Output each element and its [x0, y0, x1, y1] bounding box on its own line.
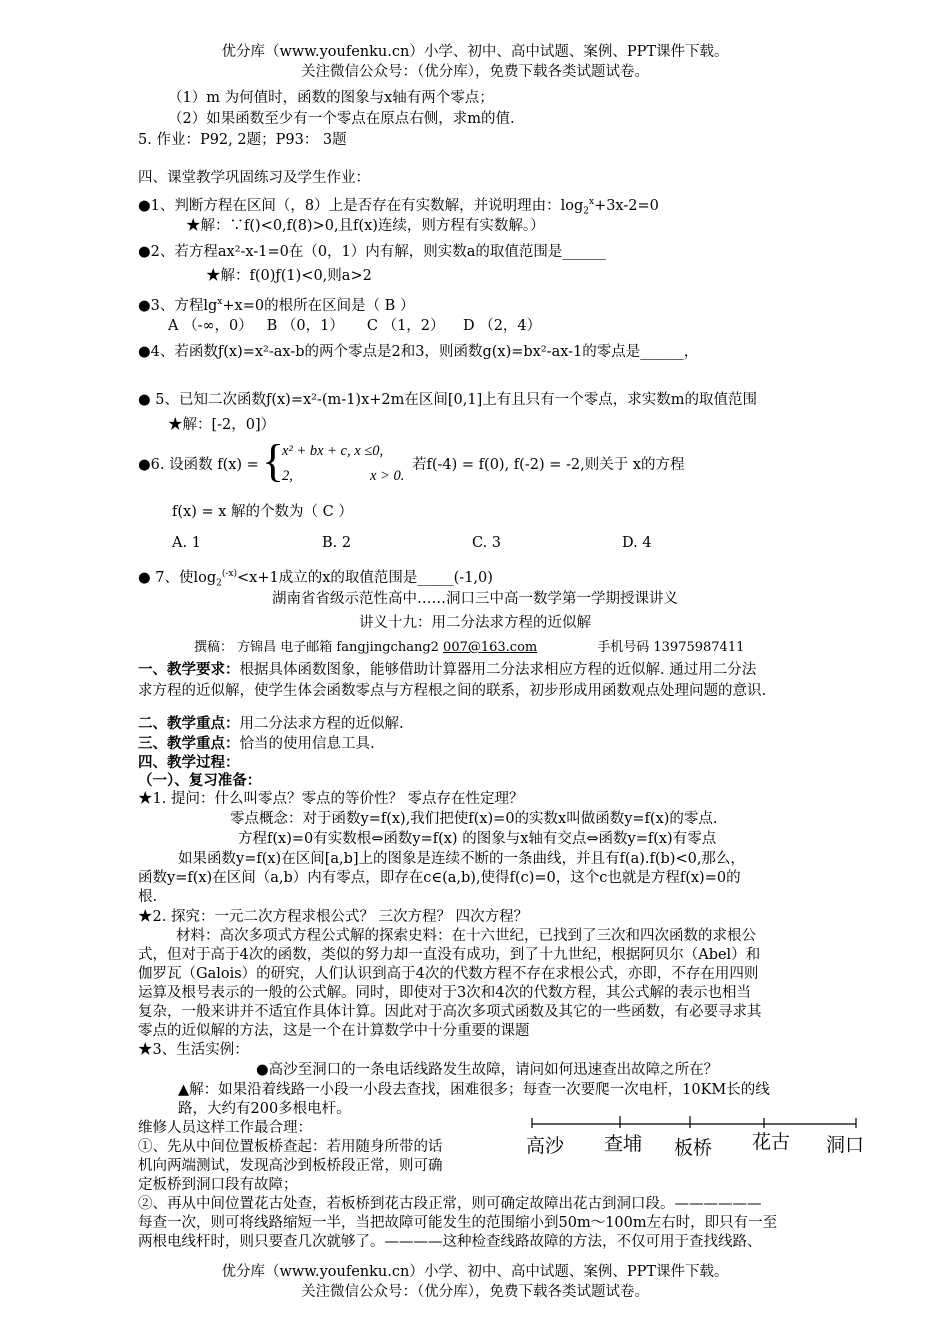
- practice-answer-5: ★解：[-2，0]）: [168, 417, 276, 433]
- step-1: ★1. 提问：什么叫零点？零点的等价性？ 零点存在性定理？: [138, 791, 524, 807]
- step-2: ★2. 探究：一元二次方程求根公式？ 三次方程？ 四次方程？: [138, 909, 529, 925]
- requirements-cont: 求方程的近似解，使学生体会函数零点与方程根之间的联系，初步形成用函数观点处理问题的意识.: [138, 683, 767, 699]
- label-gaosha: 高沙: [526, 1135, 565, 1157]
- question-2: （2）如果函数至少有一个零点在原点右侧，求m的值.: [168, 111, 515, 127]
- step-1-theorem-3: 根.: [138, 889, 158, 905]
- lecture-title-1: 湖南省省级示范性高中……洞口三中高一数学第一学期授课讲义: [272, 591, 678, 607]
- label-chapu: 查埔: [604, 1133, 643, 1155]
- step-2-para-1: 材料：高次多项式方程公式解的探索史料：在十六世纪，已找到了三次和四次函数的求根公: [176, 928, 756, 944]
- author-line: 撰稿： 方锦昌 电子邮箱 fangjingchang2 007@163.com 手机号码 13975987411: [194, 640, 745, 655]
- practice-item-4: ●4、若函数ƒ(x)=x²-ax-b的两个零点是2和3，则函数g(x)=bx²-ax-1的零点是______，: [138, 344, 699, 360]
- step-3-answer-1: ▲解：如果沿着线路一小段一小段去查找，困难很多；每查一次要爬一次电杆，10KM长的线: [178, 1082, 770, 1098]
- step-3-second-2: 每查一次，则可将线路缩短一半，当把故障可能发生的范围缩小到50m～100m左右时，即只有一至: [138, 1215, 778, 1231]
- practice-item-6-line2: f(x) = x 解的个数为（ C ）: [172, 504, 353, 520]
- process-heading: 四、教学过程：: [138, 755, 240, 771]
- option-c: C. 3: [472, 535, 502, 551]
- step-1-theorem-1: 如果函数y=f(x)在区间[a,b]上的图象是连续不断的一条曲线，并且有f(a).f(b)<0,那么，: [178, 851, 745, 867]
- option-a: A. 1: [172, 535, 201, 551]
- practice-heading: 四、课堂教学巩固练习及学生作业：: [138, 170, 370, 186]
- piecewise-case-2-cond: x > 0.: [370, 468, 405, 484]
- practice-answer-1: ★解：∵f()<0,f(8)>0,且f(x)连续，则方程有实数解。）: [186, 218, 545, 234]
- step-3-first-3: 定板桥到洞口段有故障；: [138, 1177, 298, 1193]
- label-huagu: 花古: [752, 1131, 791, 1153]
- step-3-method: 维修人员这样工作最合理：: [138, 1120, 312, 1136]
- step-3-first-1: ①、先从中间位置板桥查起：若用随身所带的话: [138, 1139, 443, 1155]
- step-2-para-4: 运算及根号表示的一般的公式解。同时，即使对于3次和4次的代数方程，其公式解的表示也相当: [138, 985, 751, 1001]
- practice-item-1: ●1、判断方程在区间（，8）上是否存在有实数解，并说明理由：$\log_2^x+3x-2=0$: [138, 197, 659, 217]
- practice-item-6-lead: ●6. 设函数 f(x) =: [138, 457, 259, 473]
- label-banqiao: 板桥: [674, 1137, 713, 1159]
- key-point-1: 二、教学重点：用二分法求方程的近似解.: [138, 716, 404, 732]
- option-b: B. 2: [322, 535, 352, 551]
- step-2-para-2: 式，但对于高于4次的函数，类似的努力却一直没有成功，到了十九世纪，根据阿贝尔（Abel）和: [138, 947, 761, 963]
- step-1-zero-def: 零点概念：对于函数y=f(x),我们把使f(x)=0的实数x叫做函数y=f(x)的零点.: [230, 811, 718, 827]
- label-dongkou: 洞口: [826, 1134, 865, 1156]
- step-3-answer-2: 路，大约有200多根电杆。: [178, 1101, 351, 1117]
- step-3-first-2: 机向两端测试，发现高沙到板桥段正常，则可确: [138, 1158, 443, 1174]
- step-2-para-5: 复杂，一般来讲并不适宜作具体计算。因此对于高次多项式函数及其它的一些函数，有必要寻求其: [138, 1004, 762, 1020]
- piecewise-brace: {: [262, 435, 285, 486]
- question-1: （1）m 为何值时，函数的图象与x轴有两个零点；: [168, 90, 494, 106]
- lecture-title-2: 讲义十九：用二分法求方程的近似解: [359, 615, 591, 631]
- step-3-question: ●高沙至洞口的一条电话线路发生故障，请问如何迅速查出故障之所在？: [256, 1062, 719, 1078]
- prep-heading: （一）、复习准备：: [138, 773, 262, 789]
- practice-item-7: ● 7、使$\log_2^{(-x)}<x+1$成立的x的取值范围是_____(-1,0): [138, 569, 493, 589]
- step-2-para-3: 伽罗瓦（Galois）的研究，人们认识到高于4次的代数方程不存在求根公式，亦即，不存在用四则: [138, 966, 759, 982]
- key-point-2: 三、教学重点：恰当的使用信息工具.: [138, 736, 375, 752]
- practice-item-6-tail: 若f(-4) = f(0), f(-2) = -2,则关于 x的方程: [412, 457, 685, 473]
- step-3: ★3、生活实例：: [138, 1042, 249, 1058]
- practice-item-2: ●2、若方程ax²-x-1=0在（0，1）内有解，则实数a的取值范围是______: [138, 244, 606, 260]
- footer-line-2: 关注微信公众号：（优分库），免费下载各类试题试卷。: [301, 1284, 649, 1300]
- step-2-para-6: 零点的近似解的方法，这是一个在计算数学中十分重要的课题: [138, 1023, 530, 1039]
- step-1-equivalence: 方程f(x)=0有实数根⇔函数y=f(x) 的图象与x轴有交点⇔函数y=f(x)有零点: [238, 831, 717, 847]
- step-3-second-3: 两根电线杆时，则只要查几次就够了。————这种检查线路故障的方法，不仅可用于查找线路、: [138, 1234, 762, 1250]
- piecewise-case-2-value: 2,: [282, 468, 293, 484]
- header-line-1: 优分库（www.youfenku.cn）小学、初中、高中试题、案例、PPT课件下载。: [221, 44, 729, 60]
- option-d: D. 4: [622, 535, 652, 551]
- footer-line-1: 优分库（www.youfenku.cn）小学、初中、高中试题、案例、PPT课件下载。: [221, 1264, 729, 1280]
- piecewise-case-1: x² + bx + c, x ≤0,: [282, 443, 384, 459]
- practice-options-3: A （-∞，0） B （0，1） C （1，2） D （2，4）: [168, 318, 542, 334]
- step-3-second-1: ②、再从中间位置花古处查，若板桥到花古段正常，则可确定故障出花古到洞口段。——————: [138, 1196, 762, 1212]
- step-1-theorem-2: 函数y=f(x)在区间（a,b）内有零点，即存在c∈(a,b),使得f(c)=0，这个c也就是方程f(x)=0的: [138, 870, 741, 886]
- requirements: 一、教学要求：根据具体函数图象，能够借助计算器用二分法求相应方程的近似解. 通过用二分法: [138, 662, 757, 678]
- phone-line-diagram: [520, 1112, 870, 1167]
- practice-answer-2: ★解：f(0)ƒ(1)<0,则a>2: [206, 268, 372, 284]
- practice-item-5: ● 5、已知二次函数ƒ(x)=x²-(m-1)x+2m在区间[0,1]上有且只有一个零点，求实数m的取值范围: [138, 392, 757, 408]
- header-line-2: 关注微信公众号：（优分库），免费下载各类试题试卷。: [301, 64, 649, 80]
- homework: 5. 作业：P92, 2题；P93： 3题: [138, 132, 347, 148]
- practice-item-3: ●3、方程$\lg^x+x=0$的根所在区间是（ B ）: [138, 297, 415, 314]
